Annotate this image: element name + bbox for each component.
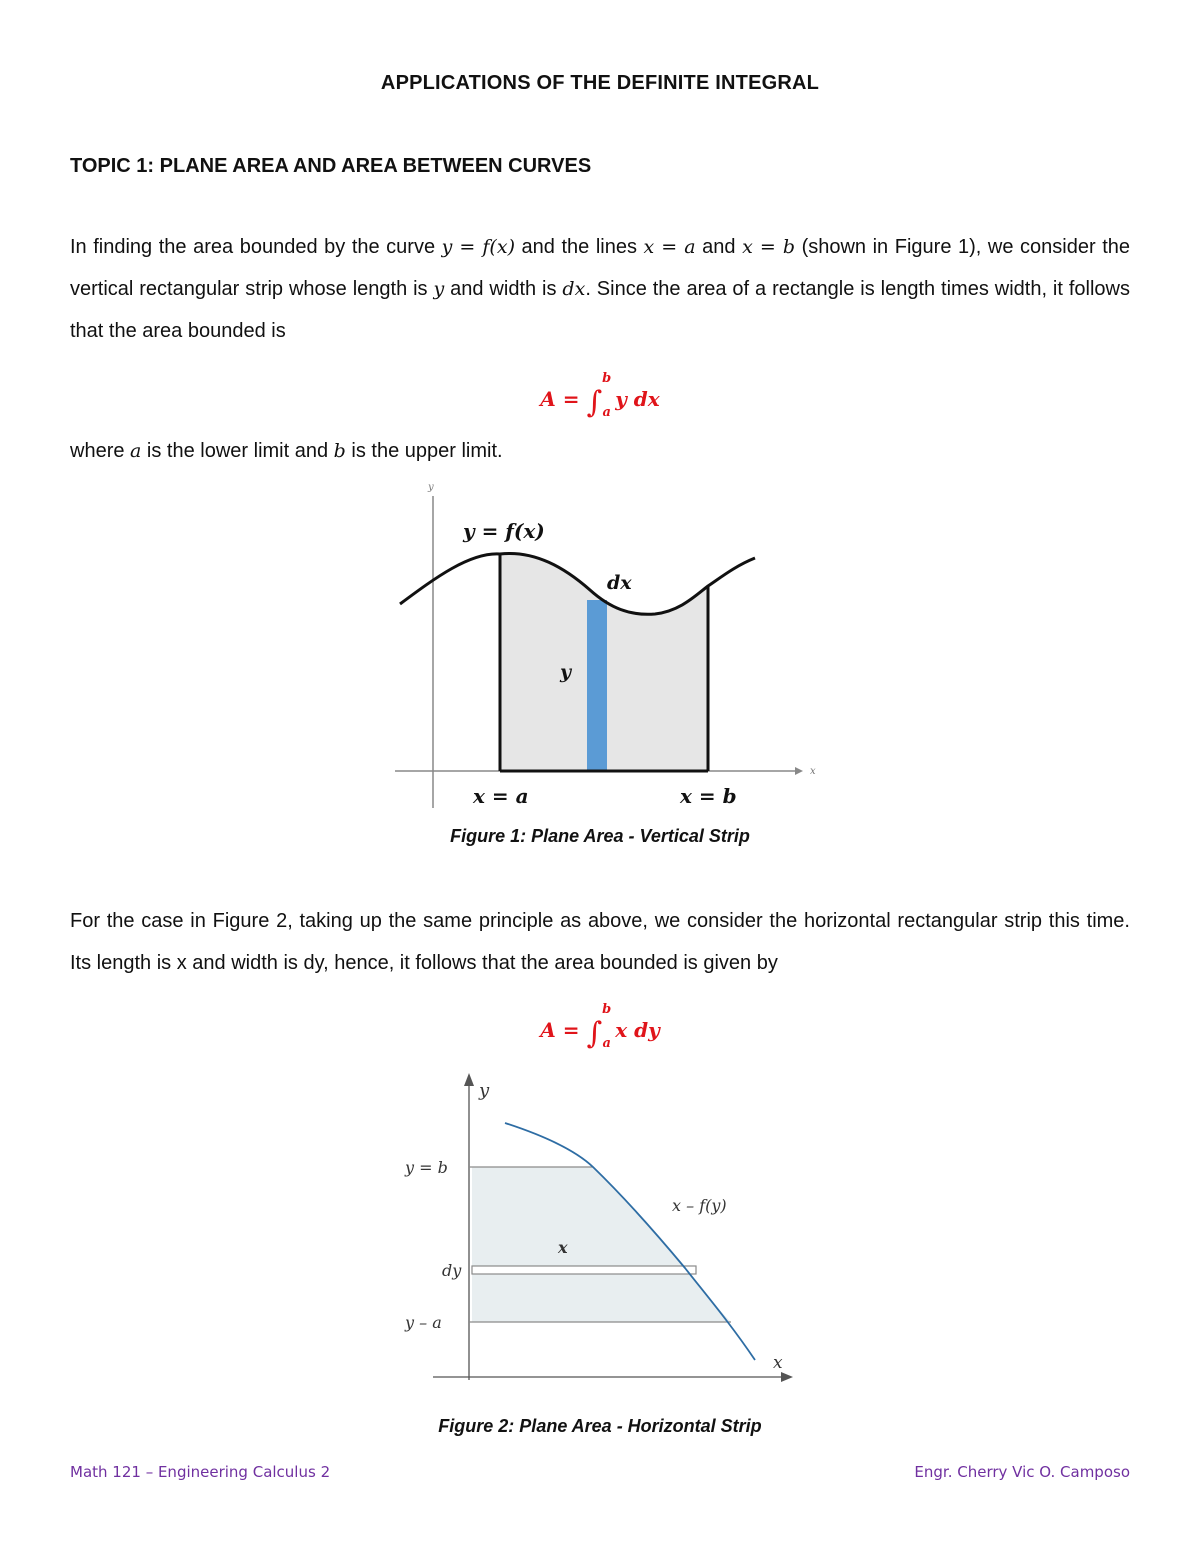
figure-1-vertical-strip [395,478,815,818]
upper-limit: b [602,1002,612,1017]
page-heading: APPLICATIONS OF THE DEFINITE INTEGRAL [380,72,820,94]
lower-limit: a [602,405,611,420]
x-axis-label: x [810,766,816,777]
integrand: y dx [615,387,660,411]
math-dx: dx [562,278,586,300]
equation-vertical: A = ∫ b a y dx [0,362,1200,430]
math-curve: y = f(x) [441,236,515,258]
curve-label: y = f(x) [463,519,545,543]
math-xb: x = b [742,236,796,258]
x-axis-label: x [773,1353,783,1373]
footer-course: Math 121 – Engineering Calculus 2 [70,1463,331,1481]
upper-limit: b [602,371,612,386]
horizontal-strip [472,1266,696,1274]
equation-horizontal: A = ∫ b a x dy [0,993,1200,1061]
ya-label: y – a [405,1313,442,1332]
intro-paragraph: In finding the area bounded by the curve y = f(x) and the lines x = a and x = b (shown in Figure 1), we consider the vertical rectangular strip whose length is y and width is dx. Since the area of a rectangle is length times width, it follows that the area bounded is [70,236,1130,342]
yb-label: y = b [405,1158,448,1177]
where-line: where a is the lower limit and b is the upper limit. [70,440,503,462]
figure-2-horizontal-strip [395,1068,805,1408]
y-axis-label: y [479,1080,490,1101]
integral-sign: ∫ [586,385,603,420]
integrand: x dy [615,1018,660,1042]
topic-heading: TOPIC 1: PLANE AREA AND AREA BETWEEN CURVES [70,155,592,177]
xa-label: x = a [473,784,529,808]
vertical-strip [587,600,607,771]
figure-2-caption: Figure 2: Plane Area - Horizontal Strip [438,1416,762,1436]
integral-sign: ∫ [586,1016,603,1051]
figure-1-caption: Figure 1: Plane Area - Vertical Strip [450,826,750,846]
lower-limit: a [602,1036,611,1051]
dy-label: dy [442,1261,462,1280]
math-xa: x = a [643,236,696,258]
shaded-region [472,1167,731,1322]
dx-label: dx [607,572,632,594]
y-axis-label: y [428,482,434,493]
strip-length-label: y [560,661,572,683]
strip-length-label: x [558,1238,568,1257]
math-y: y [433,278,445,300]
xb-label: x = b [680,784,737,808]
footer-author: Engr. Cherry Vic O. Camposo [914,1463,1130,1481]
figure-2-paragraph: For the case in Figure 2, taking up the same principle as above, we consider the horizontal rectangular strip this time. Its length is x and width is dy, hence, it follows that the area bounded is given by [70,910,1130,974]
curve-label: x – f(y) [672,1196,727,1215]
